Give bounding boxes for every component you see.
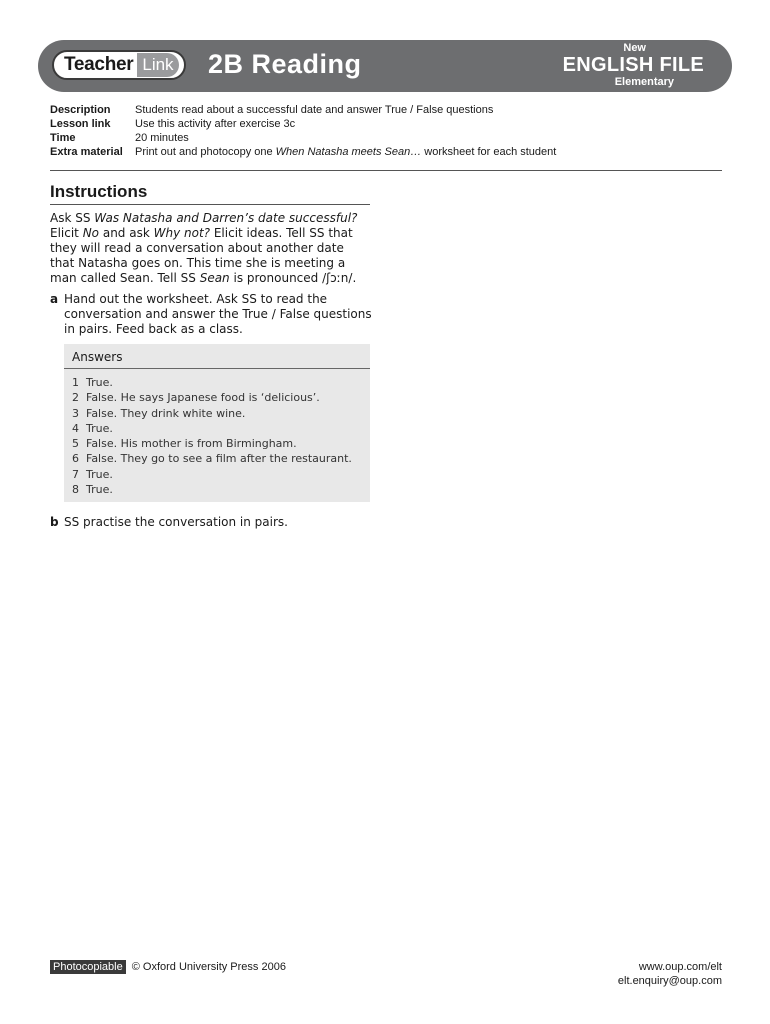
header-banner [38, 40, 732, 92]
meta-value: Students read about a successful date and answer True / False questions [135, 104, 494, 116]
intro-question: Was Natasha and Darren’s date successful? [94, 211, 358, 225]
intro-text: and ask [99, 226, 154, 240]
intro-emphasis: No [82, 226, 100, 240]
meta-row-description [50, 103, 556, 117]
answers-list [64, 375, 370, 497]
intro-text: Elicit ideas. Tell SS that they will read a conversation about another date that Natasha goes on. This time she is meeting a man called Sean. Tell SS [50, 226, 353, 285]
intro-emphasis: Why not? [153, 226, 211, 240]
step-a [50, 292, 372, 337]
divider [50, 170, 722, 171]
teacher-link-logo [52, 50, 186, 80]
meta-row-lesson-link [50, 117, 556, 131]
footer-contact [618, 960, 722, 988]
email-link[interactable]: elt.enquiry@oup.com [617, 975, 722, 987]
list-item [72, 406, 370, 421]
intro-text: is pronounced /ʃɔːn/. [229, 271, 357, 285]
step-text: SS practise the conversation in pairs. [64, 515, 288, 529]
answers-heading: Answers [72, 350, 123, 364]
list-item [72, 482, 370, 497]
brand-logo [563, 42, 704, 88]
answer-number: 3 [72, 406, 79, 420]
list-item [72, 436, 370, 451]
brand-name: ENGLISH FILE [562, 54, 704, 76]
list-item [72, 390, 370, 405]
logo-teacher-text: Teacher [64, 54, 134, 75]
answer-text: True. [86, 483, 113, 497]
instructions-body [50, 211, 372, 345]
meta-row-extra-material [50, 145, 556, 159]
activity-meta [50, 103, 556, 159]
instructions-heading: Instructions [50, 182, 148, 201]
answer-number: 5 [72, 437, 79, 451]
footer-copyright [50, 960, 286, 974]
answer-text: False. He says Japanese food is ‘delicious’. [86, 391, 320, 405]
photocopiable-badge: Photocopiable [50, 960, 126, 974]
brand-new: New [623, 42, 646, 54]
answer-text: True. [86, 376, 113, 389]
step-text: Hand out the worksheet. Ask SS to read the conversation and answer the True / False questions in pairs. Feed back as a class. [64, 292, 372, 336]
answer-number: 1 [72, 376, 79, 389]
step-b [50, 515, 372, 530]
list-item [72, 467, 370, 482]
intro-text: Ask SS [50, 211, 95, 225]
website-link[interactable]: www.oup.com/elt [638, 961, 722, 973]
meta-row-time [50, 131, 556, 145]
list-item [72, 375, 370, 390]
answer-text: False. His mother is from Birmingham. [86, 437, 297, 451]
list-item [72, 451, 370, 466]
answer-number: 7 [72, 467, 79, 481]
intro-emphasis: Sean [199, 271, 230, 285]
meta-value: Use this activity after exercise 3c [135, 118, 296, 130]
answer-number: 8 [72, 483, 79, 497]
answer-text: False. They drink white wine. [86, 406, 246, 420]
copyright-text: © Oxford University Press 2006 [131, 961, 286, 973]
divider [50, 204, 370, 205]
brand-level: Elementary [614, 76, 674, 88]
answers-box [64, 344, 370, 502]
meta-value [135, 145, 556, 159]
answer-text: True. [86, 467, 113, 481]
meta-label: Lesson link [50, 118, 111, 130]
page-title: 2B Reading [208, 49, 362, 79]
meta-value: 20 minutes [135, 132, 189, 144]
meta-text: Print out and photocopy one [135, 146, 276, 158]
step-label: a [50, 292, 59, 306]
meta-label: Time [50, 132, 76, 144]
meta-label: Extra material [50, 146, 123, 158]
answer-number: 2 [72, 391, 79, 405]
divider [64, 368, 370, 369]
intro-paragraph [50, 211, 372, 286]
intro-text: Elicit [50, 226, 83, 240]
answer-text: False. They go to see a film after the restaurant. [86, 452, 352, 466]
meta-text: worksheet for each student [421, 146, 557, 158]
meta-label: Description [50, 104, 111, 116]
worksheet-title: When Natasha meets Sean… [275, 146, 422, 158]
answer-number: 6 [72, 452, 79, 466]
answer-text: True. [86, 421, 113, 435]
answer-number: 4 [72, 421, 79, 435]
list-item [72, 421, 370, 436]
step-label: b [50, 515, 59, 529]
logo-link-text: Link [137, 53, 178, 77]
